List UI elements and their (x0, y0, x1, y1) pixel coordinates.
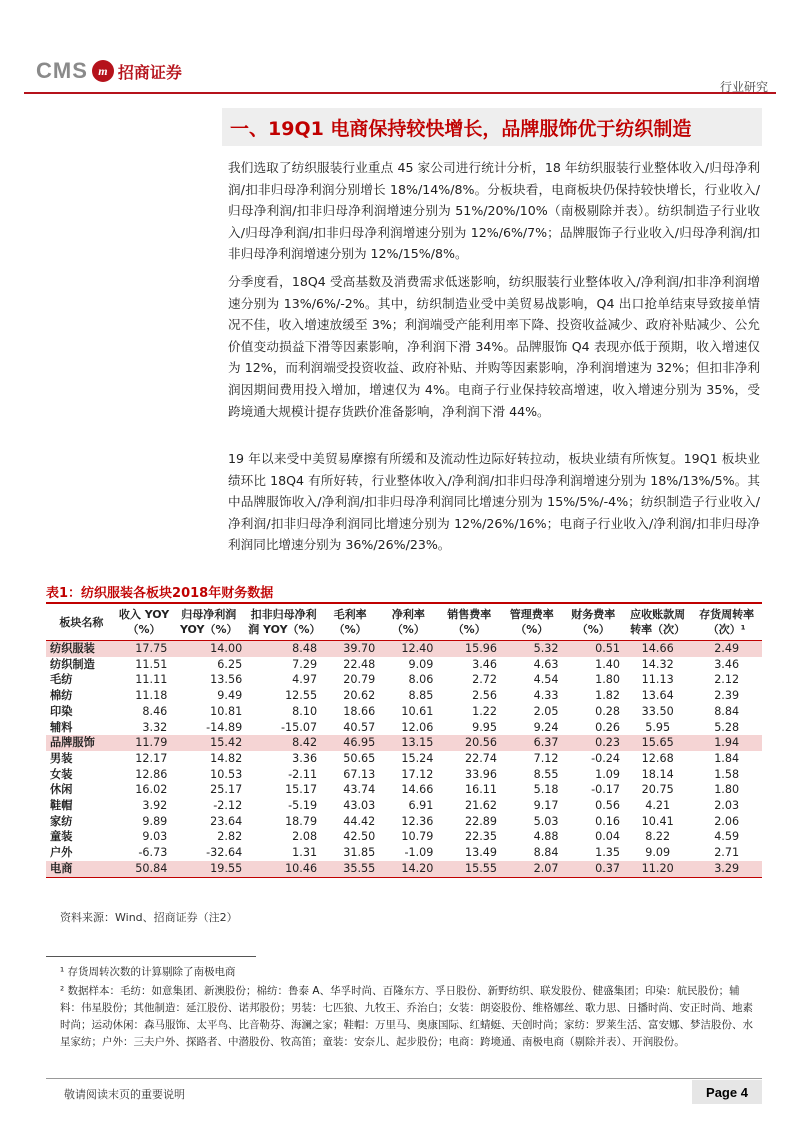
table-cell: 33.50 (641, 704, 674, 718)
table-cell: 8.22 (645, 830, 671, 844)
report-category: 行业研究 (719, 80, 768, 94)
table-cell: 44.42 (343, 814, 376, 828)
table-cell: 18.79 (285, 814, 318, 828)
table-cell: 11.51 (135, 657, 168, 671)
table-cell: 8.48 (246, 641, 321, 657)
table-cell: 13.56 (210, 673, 243, 687)
table-cell: 22.89 (464, 814, 498, 828)
table-source: 资料来源：Wind、招商证券（注2） (60, 911, 238, 924)
table-row (46, 720, 762, 736)
footnote-1: ¹ 存货周转次数的计算剔除了南极电商 (60, 966, 236, 978)
table-cell: 13.49 (464, 846, 498, 860)
footnote-divider (46, 956, 256, 957)
table-cell: 14.82 (210, 751, 243, 765)
footer-disclaimer: 敬请阅读末页的重要说明 (64, 1088, 185, 1101)
col-header: 收入 YOY（%） (117, 603, 172, 641)
table-cell: 2.03 (714, 799, 740, 813)
table-cell: 11.11 (135, 673, 168, 687)
table-cell: 10.41 (641, 814, 674, 828)
table-cell: 42.50 (343, 830, 376, 844)
table-row (46, 861, 762, 877)
table-cell: 46.95 (321, 735, 379, 751)
table-cell: 9.24 (533, 720, 559, 734)
table-cell: 9.03 (142, 830, 168, 844)
cms-logo (36, 58, 182, 84)
table-cell: 50.84 (117, 861, 172, 877)
table-cell: 0.56 (595, 799, 621, 813)
table-cell: 15.24 (401, 751, 434, 765)
table-cell: 4.54 (533, 673, 559, 687)
page-number: Page 4 (692, 1080, 762, 1104)
section-title (222, 108, 762, 146)
table-cell: 16.11 (464, 783, 498, 797)
table-cell: 23.64 (210, 814, 243, 828)
table-cell: 17.75 (117, 641, 172, 657)
table-cell: 1.80 (595, 673, 621, 687)
table-row (46, 751, 762, 767)
table-cell: -1.09 (404, 846, 434, 860)
header-divider (24, 92, 776, 94)
table-cell: 1.40 (595, 657, 621, 671)
table-cell: 3.36 (292, 751, 318, 765)
table-cell: 4.33 (533, 689, 559, 703)
table-cell: 19.55 (171, 861, 246, 877)
table-cell: 2.12 (714, 673, 740, 687)
table-row (46, 735, 762, 751)
table-cell: 2.06 (714, 814, 740, 828)
table-cell: 11.79 (117, 735, 172, 751)
table-cell: 12.06 (401, 720, 434, 734)
table-cell: 8.10 (292, 704, 318, 718)
table-cell: 21.62 (464, 799, 498, 813)
table-cell: 14.32 (641, 657, 674, 671)
row-label: 童装 (50, 830, 73, 844)
table-cell: 22.74 (464, 751, 498, 765)
table-cell: 9.09 (645, 846, 671, 860)
paragraph-1: 我们选取了纺织服装行业重点 45 家公司进行统计分析，18 年纺织服装行业整体收入/归母净利润/扣非归母净利润分别增长 18%/14%/8%。分板块看，电商板块仍保持较快增长，行业收入/归母净利润/扣非归母净利润增速分别为 51%/20%/10%（南极剔除并表）。纺织制造子行业收入/归母净利润/扣非归母净利润增速分别为 12%/6%/7%；品牌服饰子行业收入/归母净利润/扣非归母净利润增速分别为 12%/15%/8%。 (228, 160, 760, 262)
table-cell: 10.79 (401, 830, 434, 844)
table-cell: 8.06 (408, 673, 434, 687)
table-cell: 14.66 (401, 783, 434, 797)
table-cell: 8.85 (408, 689, 434, 703)
row-label: 辅料 (50, 720, 73, 734)
table-cell: 5.18 (533, 783, 559, 797)
table-cell: -15.07 (281, 720, 318, 734)
footer-divider (46, 1078, 762, 1079)
table-row (46, 767, 762, 783)
table-row (46, 657, 762, 673)
table-cell: 9.49 (217, 689, 243, 703)
row-label: 鞋帽 (50, 799, 73, 813)
table-cell: 20.56 (437, 735, 501, 751)
table-cell: 20.75 (641, 783, 674, 797)
table-cell: -32.64 (206, 846, 243, 860)
table-cell: 20.79 (343, 673, 376, 687)
table-cell: -2.11 (288, 767, 318, 781)
table-cell: 2.71 (714, 846, 740, 860)
table-cell: 67.13 (343, 767, 376, 781)
table-cell: 18.14 (641, 767, 674, 781)
page-header (24, 52, 776, 96)
table-cell: 11.20 (624, 861, 691, 877)
col-header: 财务费率（%） (563, 603, 625, 641)
table-cell: 3.92 (142, 799, 168, 813)
table-cell: 9.17 (533, 799, 559, 813)
table-cell: 12.17 (135, 751, 168, 765)
table-cell: -0.17 (591, 783, 621, 797)
table-cell: 3.46 (714, 657, 740, 671)
table-cell: 0.51 (563, 641, 625, 657)
table-cell: -0.24 (591, 751, 621, 765)
paragraph-3: 19 年以来受中美贸易摩擦有所缓和及流动性边际好转拉动，板块业绩有所恢复。19Q1 板块业绩环比 18Q4 有所好转，行业整体收入/净利润/扣非归母净利润增速分别为 18%/13%/5%。其中品牌服饰收入/净利润/扣非归母净利润同比增速分别为 15%/5%/-4%；纺织制造子行业收入/净利润/扣非归母净利润同比增速分别为 12%/26%/16%；电商子行业收入/净利润/扣非归母净利润同比增速分别为 36%/26%/23%。 (228, 451, 760, 553)
table-cell: 4.59 (714, 830, 740, 844)
logo-text: CMS (36, 58, 88, 83)
table-cell: 0.16 (595, 814, 621, 828)
table-cell: 18.66 (343, 704, 376, 718)
table-cell: 5.28 (714, 720, 740, 734)
table-cell: -2.12 (213, 799, 243, 813)
row-label: 电商 (46, 861, 117, 877)
table-cell: 14.66 (624, 641, 691, 657)
col-header: 板块名称 (46, 603, 117, 641)
table-cell: 0.23 (563, 735, 625, 751)
table-cell: 10.46 (246, 861, 321, 877)
table-cell: 8.42 (246, 735, 321, 751)
table-cell: 5.03 (533, 814, 559, 828)
col-header: 应收账款周转率（次） (624, 603, 691, 641)
table-cell: 13.64 (641, 689, 674, 703)
table-cell: 25.17 (210, 783, 243, 797)
col-header: 管理费率（%） (501, 603, 563, 641)
col-header: 扣非归母净利润 YOY（%） (246, 603, 321, 641)
table-row (46, 829, 762, 845)
table-cell: 5.95 (645, 720, 671, 734)
table-row (46, 782, 762, 798)
table-cell: 8.46 (142, 704, 168, 718)
table-cell: 1.58 (714, 767, 740, 781)
row-label: 印染 (50, 704, 73, 718)
row-label: 休闲 (50, 783, 73, 797)
table-cell: 15.55 (437, 861, 501, 877)
table-cell: 50.65 (343, 751, 376, 765)
table-cell: 2.07 (501, 861, 563, 877)
row-label: 家纺 (50, 814, 73, 828)
table-header-row (46, 603, 762, 641)
table-cell: 8.84 (533, 846, 559, 860)
table-cell: 1.80 (714, 783, 740, 797)
col-header: 归母净利润 YOY（%） (171, 603, 246, 641)
table-cell: 10.53 (210, 767, 243, 781)
table-cell: 10.61 (401, 704, 434, 718)
col-header: 净利率（%） (379, 603, 437, 641)
table-cell: 0.37 (563, 861, 625, 877)
table-cell: 33.96 (464, 767, 498, 781)
table-cell: 1.84 (714, 751, 740, 765)
table-cell: 35.55 (321, 861, 379, 877)
table-cell: 6.37 (501, 735, 563, 751)
table-cell: 15.42 (171, 735, 246, 751)
table-cell: 13.15 (379, 735, 437, 751)
table-cell: 0.28 (595, 704, 621, 718)
table-row (46, 641, 762, 657)
table-cell: 7.12 (533, 751, 559, 765)
table-cell: 14.20 (379, 861, 437, 877)
table-cell: 0.26 (595, 720, 621, 734)
row-label: 户外 (50, 846, 73, 860)
table-cell: 40.57 (343, 720, 376, 734)
table-title: 表1：纺织服装各板块2018年财务数据 (46, 586, 274, 601)
table-cell: 4.63 (533, 657, 559, 671)
table-cell: 0.04 (595, 830, 621, 844)
table-cell: -5.19 (288, 799, 318, 813)
table-cell: 20.62 (343, 689, 376, 703)
table-cell: 8.84 (714, 704, 740, 718)
col-header: 存货周转率（次）¹ (691, 603, 762, 641)
table-cell: -6.73 (138, 846, 168, 860)
table-cell: 39.70 (321, 641, 379, 657)
table-cell: 6.91 (408, 799, 434, 813)
col-header: 销售费率（%） (437, 603, 501, 641)
table-cell: 22.48 (343, 657, 376, 671)
table-cell: 5.32 (501, 641, 563, 657)
table-row (46, 704, 762, 720)
table-row (46, 798, 762, 814)
table-cell: 43.03 (343, 799, 376, 813)
table-cell: 1.35 (595, 846, 621, 860)
table-cell: 22.35 (464, 830, 498, 844)
table-cell: 7.29 (292, 657, 318, 671)
financial-table (46, 602, 762, 878)
table-cell: 8.55 (533, 767, 559, 781)
table-cell: 15.65 (624, 735, 691, 751)
table-cell: 3.29 (691, 861, 762, 877)
table-cell: 16.02 (135, 783, 168, 797)
table-row (46, 688, 762, 704)
row-label: 棉纺 (50, 689, 73, 703)
table-cell: 12.86 (135, 767, 168, 781)
table-cell: 2.39 (714, 689, 740, 703)
table-cell: 6.25 (217, 657, 243, 671)
table-cell: 15.17 (285, 783, 318, 797)
table-cell: 31.85 (343, 846, 376, 860)
table-cell: 43.74 (343, 783, 376, 797)
table-cell: 15.96 (437, 641, 501, 657)
table-cell: 2.72 (472, 673, 498, 687)
row-label: 毛纺 (50, 673, 73, 687)
section-title-text: 一、19Q1 电商保持较快增长，品牌服饰优于纺织制造 (230, 117, 692, 140)
table-cell: 9.95 (472, 720, 498, 734)
table-cell: 4.97 (292, 673, 318, 687)
table-cell: 1.94 (691, 735, 762, 751)
table-cell: 1.22 (472, 704, 498, 718)
table-cell: 12.55 (285, 689, 318, 703)
row-label: 男装 (50, 751, 73, 765)
table-cell: 12.68 (641, 751, 674, 765)
table-cell: 1.82 (595, 689, 621, 703)
logo-badge-icon: m (92, 60, 114, 82)
footnote-2: ² 数据样本：毛纺：如意集团、新澳股份；棉纺：鲁泰 A、华孚时尚、百隆东方、孚日股份、新野纺织、联发股份、健盛集团；印染：航民股份；辅料：伟星股份；其他制造：延江股份、诺邦股份；男装：七匹狼、九牧王、乔治白；女装：朗姿股份、维格娜丝、歌力思、日播时尚、安正时尚、地素时尚；运动休闲：森马服饰、太平鸟、比音勒芬、海澜之家；鞋帽：万里马、奥康国际、红蜻蜓、天创时尚；家纺：罗莱生活、富安娜、梦洁股份、水星家纺；户外：三夫户外、探路者、中潜股份、牧高笛；童装：安奈儿、起步股份；电商：跨境通、南极电商（剔除并表）、开润股份。 (60, 985, 753, 1048)
table-cell: 2.56 (472, 689, 498, 703)
row-label: 女装 (50, 767, 73, 781)
table-cell: 4.21 (645, 799, 671, 813)
table-cell: 4.88 (533, 830, 559, 844)
table-row (46, 814, 762, 830)
row-label: 纺织制造 (50, 657, 95, 671)
table-cell: 2.08 (292, 830, 318, 844)
table-cell: 2.49 (691, 641, 762, 657)
table-row (46, 845, 762, 861)
table-cell: 11.13 (641, 673, 674, 687)
table-row (46, 672, 762, 688)
row-label: 品牌服饰 (46, 735, 117, 751)
table-cell: 14.00 (171, 641, 246, 657)
table-cell: 9.09 (408, 657, 434, 671)
table-cell: 12.40 (379, 641, 437, 657)
col-header: 毛利率（%） (321, 603, 379, 641)
logo-cn-text: 招商证券 (117, 62, 182, 82)
table-cell: 1.31 (292, 846, 318, 860)
table-cell: 17.12 (401, 767, 434, 781)
table-cell: 9.89 (142, 814, 168, 828)
table-cell: -14.89 (206, 720, 243, 734)
table-cell: 3.46 (472, 657, 498, 671)
table-cell: 12.36 (401, 814, 434, 828)
table-cell: 10.81 (210, 704, 243, 718)
table-cell: 2.05 (533, 704, 559, 718)
table-cell: 1.09 (595, 767, 621, 781)
table-cell: 3.32 (142, 720, 168, 734)
table-cell: 2.82 (217, 830, 243, 844)
paragraph-2: 分季度看，18Q4 受高基数及消费需求低迷影响，纺织服装行业整体收入/净利润/扣非净利润增速分别为 13%/6%/-2%。其中，纺织制造业受中美贸易战影响，Q4 出口抢单结束导致接单情况不佳，收入增速放缓至 3%；利润端受产能利用率下降、投资收益减少、政府补贴减少、公允价值变动损益下滑等因素影响，净利润下滑 34%。品牌服饰 Q4 表现亦低于预期，收入增速仅为 12%，而利润端受投资收益、政府补贴、并购等因素影响，净利润增速为 32%；但扣非净利润因期间费用投入增加，增速仅为 4%。电商子行业保持较高增速，收入增速分别为 35%，受跨境通大规模计提存货跌价准备影响，净利润下滑 44%。 (228, 274, 760, 419)
table-cell: 11.18 (135, 689, 168, 703)
row-label: 纺织服装 (46, 641, 117, 657)
